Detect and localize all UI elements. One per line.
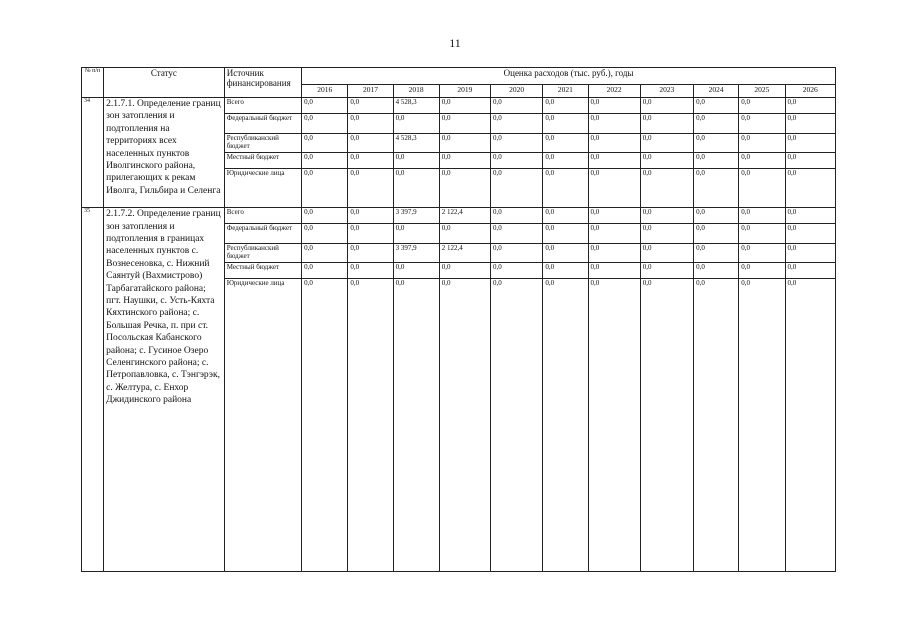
table-row <box>82 98 836 114</box>
value-cell: 0,0 <box>588 133 640 153</box>
year-header: 2021 <box>543 85 588 98</box>
table-body <box>82 98 836 572</box>
status-cell: 2.1.7.2. Определение границ зон затопления и подтопления в границах населенных пунктов с. Вознесеновка, с. Нижний Саянтуй (Вахмистрово) Тарбагатайского района; пгт. Наушки, с. Усть-Кяхта Кяхтинского района; с. Большая Речка, п. при ст. Посольская Кабанского района; с. Гусиное Озеро Селенгинского района; с. Петропавловка, с. Тэнгэрэк, с. Желтура, с. Енхор Джидинского района <box>104 208 225 572</box>
value-cell: 0,0 <box>543 263 588 279</box>
source-cell: Всего <box>224 208 301 224</box>
value-cell: 0,0 <box>588 224 640 244</box>
value-cell: 0,0 <box>348 279 393 572</box>
value-cell: 0,0 <box>393 224 439 244</box>
value-cell: 0,0 <box>439 153 490 169</box>
value-cell: 0,0 <box>739 243 785 263</box>
page-number: 11 <box>449 36 461 50</box>
value-cell: 0,0 <box>694 263 739 279</box>
table-row <box>82 208 836 224</box>
value-cell: 0,0 <box>491 224 543 244</box>
value-cell: 0,0 <box>543 224 588 244</box>
value-cell: 0,0 <box>439 114 490 134</box>
value-cell: 0,0 <box>348 98 393 114</box>
value-cell: 0,0 <box>491 243 543 263</box>
value-cell: 0,0 <box>348 243 393 263</box>
value-cell: 0,0 <box>348 224 393 244</box>
header-estimate: Оценка расходов (тыс. руб.), годы <box>302 68 836 85</box>
value-cell: 0,0 <box>543 279 588 572</box>
value-cell: 0,0 <box>491 169 543 208</box>
value-cell: 0,0 <box>543 243 588 263</box>
value-cell: 0,0 <box>739 224 785 244</box>
value-cell: 0,0 <box>785 153 835 169</box>
source-cell: Всего <box>224 98 301 114</box>
source-cell: Федеральный бюджет <box>224 224 301 244</box>
year-header: 2026 <box>785 85 835 98</box>
value-cell: 0,0 <box>543 133 588 153</box>
value-cell: 0,0 <box>491 263 543 279</box>
value-cell: 0,0 <box>640 114 693 134</box>
header-source: Источник финансирования <box>224 68 301 98</box>
value-cell: 0,0 <box>302 263 348 279</box>
value-cell: 0,0 <box>785 243 835 263</box>
value-cell: 0,0 <box>694 224 739 244</box>
value-cell: 0,0 <box>739 114 785 134</box>
value-cell: 0,0 <box>640 243 693 263</box>
value-cell: 0,0 <box>543 153 588 169</box>
value-cell: 0,0 <box>694 279 739 572</box>
value-cell: 0,0 <box>302 243 348 263</box>
value-cell: 2 122,4 <box>439 243 490 263</box>
value-cell: 0,0 <box>393 169 439 208</box>
value-cell: 0,0 <box>739 279 785 572</box>
value-cell: 0,0 <box>393 153 439 169</box>
value-cell: 0,0 <box>785 114 835 134</box>
value-cell: 0,0 <box>491 133 543 153</box>
value-cell: 0,0 <box>694 243 739 263</box>
value-cell: 0,0 <box>393 114 439 134</box>
value-cell: 0,0 <box>302 153 348 169</box>
year-header: 2019 <box>439 85 490 98</box>
year-header: 2020 <box>491 85 543 98</box>
value-cell: 0,0 <box>439 98 490 114</box>
value-cell: 0,0 <box>785 169 835 208</box>
budget-table <box>81 67 836 572</box>
value-cell: 0,0 <box>739 98 785 114</box>
value-cell: 0,0 <box>640 153 693 169</box>
value-cell: 0,0 <box>785 133 835 153</box>
value-cell: 0,0 <box>739 133 785 153</box>
value-cell: 0,0 <box>785 208 835 224</box>
source-cell: Местный бюджет <box>224 153 301 169</box>
value-cell: 0,0 <box>543 169 588 208</box>
value-cell: 0,0 <box>785 224 835 244</box>
value-cell: 0,0 <box>439 133 490 153</box>
value-cell: 0,0 <box>640 208 693 224</box>
value-cell: 0,0 <box>439 224 490 244</box>
value-cell: 0,0 <box>543 98 588 114</box>
value-cell: 0,0 <box>588 153 640 169</box>
year-header: 2022 <box>588 85 640 98</box>
status-cell: 2.1.7.1. Определение границ зон затопления и подтопления на территориях всех населенных пунктов Иволгинского района, прилегающих к рекам Иволга, Гильбира и Селенга <box>104 98 225 208</box>
value-cell: 0,0 <box>348 208 393 224</box>
value-cell: 0,0 <box>302 279 348 572</box>
value-cell: 0,0 <box>302 208 348 224</box>
row-number: 34 <box>82 98 104 208</box>
value-cell: 0,0 <box>302 98 348 114</box>
value-cell: 0,0 <box>640 263 693 279</box>
value-cell: 0,0 <box>640 279 693 572</box>
value-cell: 0,0 <box>694 208 739 224</box>
value-cell: 0,0 <box>348 133 393 153</box>
value-cell: 0,0 <box>491 114 543 134</box>
year-header: 2024 <box>694 85 739 98</box>
source-cell: Федеральный бюджет <box>224 114 301 134</box>
year-header: 2016 <box>302 85 348 98</box>
value-cell: 0,0 <box>739 263 785 279</box>
value-cell: 0,0 <box>302 224 348 244</box>
value-cell: 0,0 <box>348 114 393 134</box>
value-cell: 0,0 <box>302 133 348 153</box>
value-cell: 0,0 <box>640 133 693 153</box>
value-cell: 0,0 <box>588 208 640 224</box>
value-cell: 0,0 <box>439 263 490 279</box>
source-cell: Местный бюджет <box>224 263 301 279</box>
value-cell: 0,0 <box>491 98 543 114</box>
value-cell: 0,0 <box>785 263 835 279</box>
source-cell: Юридические лица <box>224 169 301 208</box>
value-cell: 0,0 <box>348 263 393 279</box>
value-cell: 2 122,4 <box>439 208 490 224</box>
value-cell: 0,0 <box>785 98 835 114</box>
value-cell: 0,0 <box>588 263 640 279</box>
value-cell: 0,0 <box>640 169 693 208</box>
value-cell: 0,0 <box>588 169 640 208</box>
value-cell: 0,0 <box>588 114 640 134</box>
value-cell: 0,0 <box>694 133 739 153</box>
value-cell: 4 528,3 <box>393 98 439 114</box>
year-header: 2023 <box>640 85 693 98</box>
source-cell: Республиканский бюджет <box>224 243 301 263</box>
value-cell: 0,0 <box>694 153 739 169</box>
source-cell: Республиканский бюджет <box>224 133 301 153</box>
header-num: № п/п <box>82 68 104 98</box>
source-cell: Юридические лица <box>224 279 301 572</box>
row-number: 35 <box>82 208 104 572</box>
value-cell: 0,0 <box>588 279 640 572</box>
value-cell: 0,0 <box>640 224 693 244</box>
year-header: 2017 <box>348 85 393 98</box>
value-cell: 0,0 <box>439 169 490 208</box>
value-cell: 0,0 <box>694 98 739 114</box>
year-header: 2018 <box>393 85 439 98</box>
value-cell: 0,0 <box>393 279 439 572</box>
value-cell: 0,0 <box>302 114 348 134</box>
value-cell: 0,0 <box>694 169 739 208</box>
value-cell: 3 397,9 <box>393 208 439 224</box>
value-cell: 0,0 <box>393 263 439 279</box>
value-cell: 0,0 <box>739 169 785 208</box>
value-cell: 0,0 <box>491 279 543 572</box>
value-cell: 0,0 <box>694 114 739 134</box>
value-cell: 0,0 <box>739 208 785 224</box>
value-cell: 3 397,9 <box>393 243 439 263</box>
value-cell: 0,0 <box>588 243 640 263</box>
value-cell: 0,0 <box>640 98 693 114</box>
value-cell: 0,0 <box>543 114 588 134</box>
value-cell: 0,0 <box>785 279 835 572</box>
value-cell: 0,0 <box>348 153 393 169</box>
value-cell: 0,0 <box>348 169 393 208</box>
year-header: 2025 <box>739 85 785 98</box>
value-cell: 0,0 <box>491 208 543 224</box>
value-cell: 0,0 <box>491 153 543 169</box>
value-cell: 4 528,3 <box>393 133 439 153</box>
value-cell: 0,0 <box>739 153 785 169</box>
value-cell: 0,0 <box>302 169 348 208</box>
value-cell: 0,0 <box>543 208 588 224</box>
value-cell: 0,0 <box>439 279 490 572</box>
value-cell: 0,0 <box>588 98 640 114</box>
header-status: Статус <box>104 68 225 98</box>
